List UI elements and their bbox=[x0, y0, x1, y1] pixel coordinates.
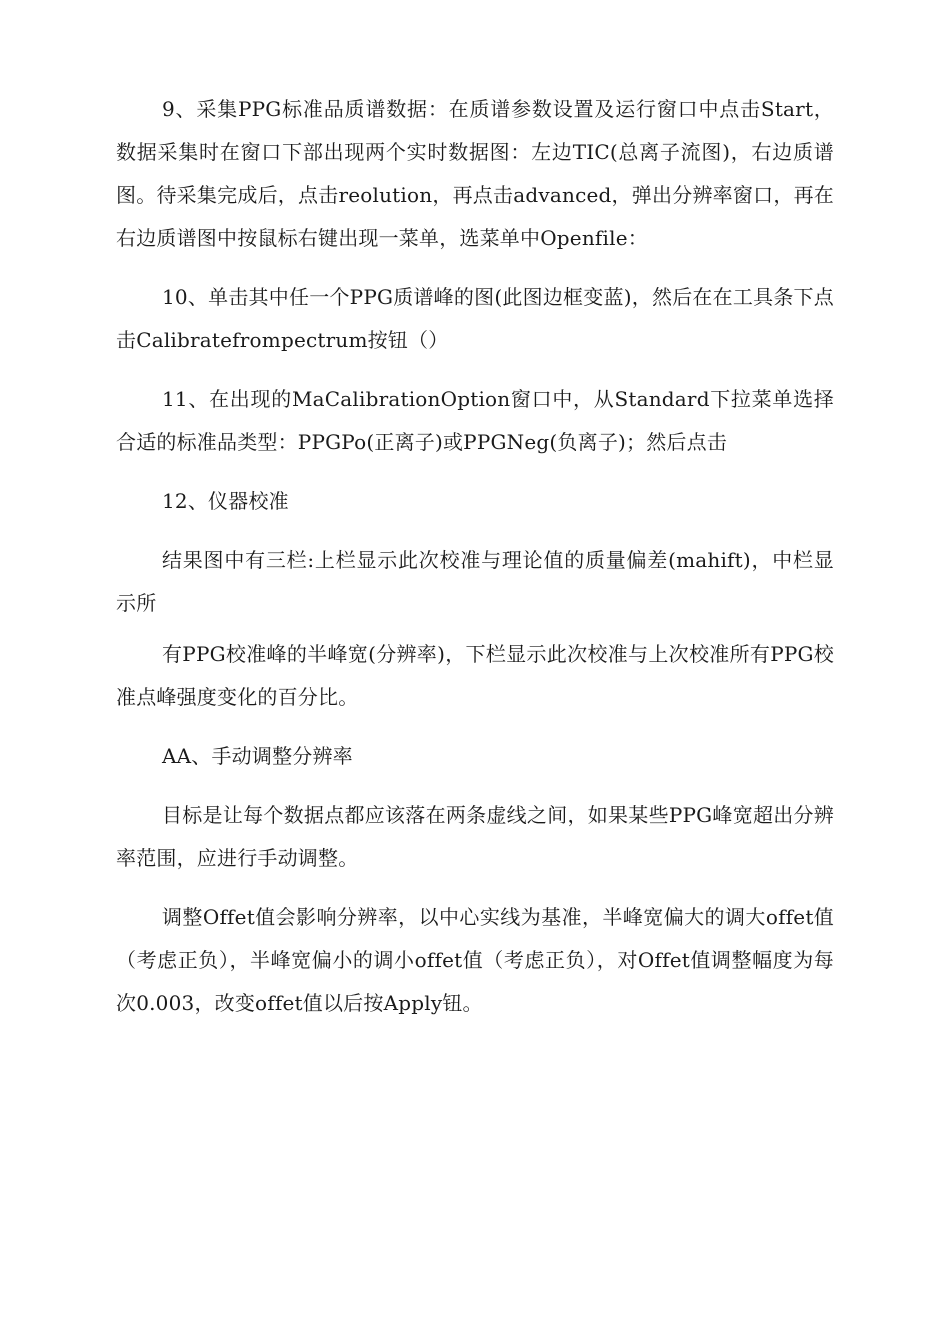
step-10-paragraph: 10、单击其中任一个PPG质谱峰的图(此图边框变蓝)，然后在在工具条下点击Calibratefrompectrum按钮（） bbox=[116, 285, 834, 352]
step-11-paragraph: 11、在出现的MaCalibrationOption窗口中，从Standard下拉菜单选择合适的标准品类型：PPGPo(正离子)或PPGNeg(负离子)；然后点击 bbox=[116, 387, 834, 454]
offset-adjustment-paragraph: 调整Offet值会影响分辨率，以中心实线为基准，半峰宽偏大的调大offet值（考虑正负），半峰宽偏小的调小offet值（考虑正负），对Offet值调整幅度为每次0.003，改变offet值以后按Apply钮。 bbox=[116, 905, 834, 1015]
result-description-paragraph: 结果图中有三栏:上栏显示此次校准与理论值的质量偏差(mahift)，中栏显示所 bbox=[116, 548, 834, 615]
step-12-heading: 12、仪器校准 bbox=[162, 489, 289, 513]
manual-resolution-heading: AA、手动调整分辨率 bbox=[162, 744, 353, 768]
goal-paragraph: 目标是让每个数据点都应该落在两条虚线之间，如果某些PPG峰宽超出分辨率范围，应进行手动调整。 bbox=[116, 803, 834, 870]
result-description-continued-paragraph: 有PPG校准峰的半峰宽(分辨率)，下栏显示此次校准与上次校准所有PPG校准点峰强度变化的百分比。 bbox=[116, 642, 834, 709]
step-9-paragraph: 9、采集PPG标准品质谱数据：在质谱参数设置及运行窗口中点击Start，数据采集时在窗口下部出现两个实时数据图：左边TIC(总离子流图)，右边质谱图。待采集完成后，点击reolution，再点击advanced，弹出分辨率窗口，再在右边质谱图中按鼠标右键出现一菜单，选菜单中Openfile： bbox=[116, 97, 834, 250]
